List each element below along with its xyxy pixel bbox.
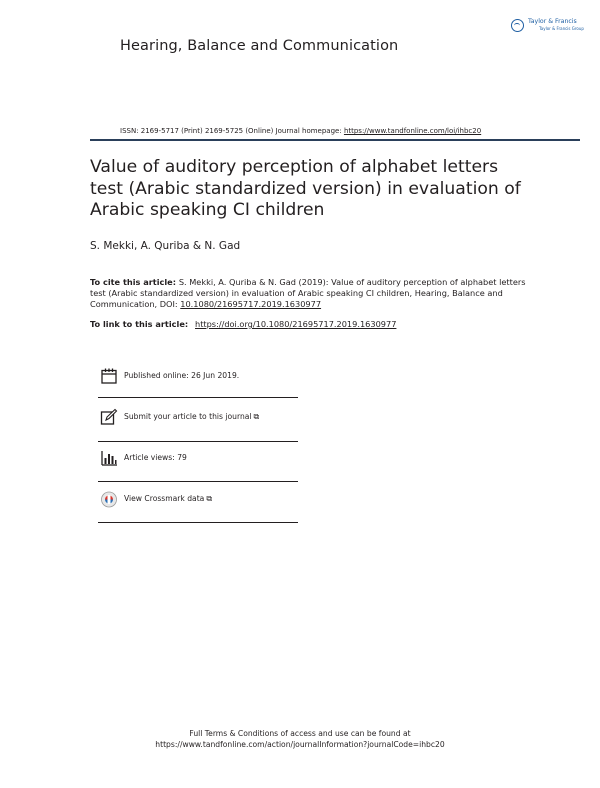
bar-chart-icon (100, 449, 118, 467)
footer-terms: Full Terms & Conditions of access and use can be found at (189, 729, 411, 738)
crossmark-link[interactable] (124, 494, 212, 504)
publisher-logo-icon (511, 19, 524, 32)
external-link-icon: ⧉ (206, 494, 213, 503)
divider (98, 522, 298, 523)
crossmark-label: View Crossmark data (124, 494, 205, 503)
footer-url[interactable]: https://www.tandfonline.com/action/journalInformation?journalCode=ihbc20 (155, 740, 445, 749)
calendar-icon (100, 367, 118, 385)
authors: S. Mekki, A. Quriba & N. Gad (90, 240, 241, 252)
citation-label: To cite this article: (90, 277, 179, 287)
issn-line (120, 127, 481, 135)
divider (98, 481, 298, 482)
submit-article-link[interactable] (124, 412, 259, 422)
article-views: Article views: 79 (124, 453, 187, 462)
journal-title: Hearing, Balance and Communication (120, 38, 399, 54)
link-label: To link to this article: (90, 319, 191, 329)
published-date: Published online: 26 Jun 2019. (124, 371, 240, 380)
article-link-line (90, 319, 396, 329)
doi-link[interactable]: 10.1080/21695717.2019.1630977 (180, 299, 322, 310)
issn-text: ISSN: 2169-5717 (Print) 2169-5725 (Online) Journal homepage: (120, 127, 344, 135)
article-doi-url[interactable]: https://doi.org/10.1080/21695717.2019.1630977 (195, 319, 397, 329)
crossmark-icon (100, 491, 118, 509)
publisher-logo[interactable] (511, 16, 586, 36)
submit-article-label: Submit your article to this journal (124, 412, 252, 421)
divider (98, 397, 298, 398)
divider (98, 441, 298, 442)
article-title: Value of auditory perception of alphabet letters test (Arabic standardized version) in evaluation of Arabic speaking CI children (90, 157, 521, 220)
footer (0, 728, 600, 750)
publisher-group: Taylor & Francis Group (539, 26, 584, 31)
publisher-name: Taylor & Francis (528, 18, 577, 25)
citation-text: S. Mekki, A. Quriba & N. Gad (2019): Value of auditory perception of alphabet letters test (Arabic standardized version) in evaluation of Arabic speaking CI children, Hearing, Balance and Communication, DOI: (90, 277, 526, 310)
citation (90, 277, 530, 311)
external-link-icon: ⧉ (253, 412, 260, 421)
header-rule (90, 139, 580, 141)
journal-homepage-link[interactable]: https://www.tandfonline.com/loi/ihbc20 (343, 127, 482, 135)
edit-icon (100, 408, 118, 426)
